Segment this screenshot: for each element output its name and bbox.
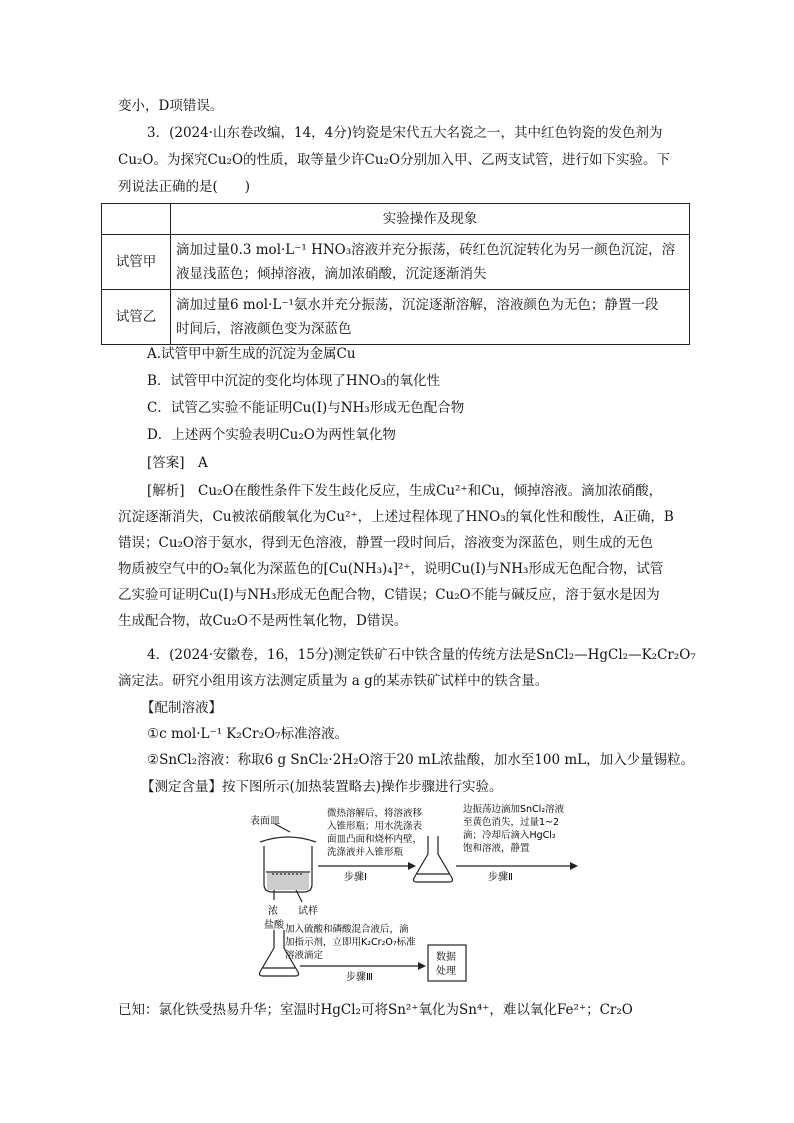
section-heading: 【测定含量】按下图所示(加热装置略去)操作步骤进行实验。: [141, 779, 503, 795]
table-row: [102, 235, 690, 290]
table-cell-line: 滴加过量0.3 mol·L⁻¹ HNO₃溶液并充分振荡，砖红色沉淀转化为另一颜色沉淀，溶: [176, 242, 676, 258]
solution-item: ②SnCl₂溶液：称取6 g SnCl₂·2H₂O溶于20 mL浓盐酸，加水至100 mL，加入少量锡粒。: [147, 752, 695, 768]
step1-text: 微热溶解后，将溶液移: [327, 808, 423, 819]
step3-text: 加指示剂，立即用K₂Cr₂O₇标准: [285, 937, 416, 948]
table-cell-line: 滴加过量6 mol·L⁻¹氨水并充分振荡，沉淀逐渐溶解，溶液颜色为无色；静置一段: [176, 297, 659, 313]
table-cell: [171, 290, 690, 345]
analysis-line: [解析] Cu₂O在酸性条件下发生歧化反应，生成Cu²⁺和Cu，倾掉溶液。滴加浓硝酸，: [147, 483, 663, 499]
box-text: 处理: [436, 966, 456, 977]
step2-text: 至黄色消失，过量1~2: [463, 817, 560, 828]
answer-line: [147, 453, 717, 473]
step3-text: 溶液滴定: [285, 950, 324, 961]
beaker-icon: [260, 824, 316, 902]
analysis-line: 沉淀逐渐消失，Cu被浓硝酸氧化为Cu²⁺，上述过程体现了HNO₃的氧化性和酸性，A正确，B: [118, 509, 674, 525]
option-b: B．试管甲中沉淀的变化均体现了HNO₃的氧化性: [147, 373, 440, 389]
experiment-table: [101, 203, 690, 345]
step3-text: 加入硫酸和磷酸混合液后，滴: [285, 924, 409, 935]
answer-label: [答案]: [147, 455, 185, 471]
question-3-stem: 3．(2024·山东卷改编，14，4分)钧瓷是宋代五大名瓷之一，其中红色钧瓷的发色剂为: [147, 125, 663, 141]
question-3-stem-cont: 列说法正确的是( ): [118, 179, 251, 195]
option-c: C．试管乙实验不能证明Cu(Ⅰ)与NH₃形成无色配合物: [147, 400, 465, 416]
sample-label: 试样: [298, 906, 318, 917]
acid-label: 盐酸: [264, 920, 284, 931]
acid-label: 浓: [268, 906, 278, 917]
arrow-head-icon: [408, 862, 416, 870]
step1-text: 入锥形瓶；用水洗涤表: [327, 821, 423, 832]
analysis-line: 错误；Cu₂O溶于氨水，得到无色溶液，静置一段时间后，溶液变为深蓝色，则生成的无色: [118, 535, 654, 551]
step1-text: 面皿凸面和烧杯内壁，: [327, 834, 423, 845]
step2-text: 滴；冷却后滴入HgCl₂: [463, 830, 556, 841]
answer-value: A: [198, 455, 208, 471]
table-row-label: 试管甲: [102, 235, 171, 290]
text-line: 变小，D项错误。: [118, 98, 224, 114]
table-header-row: [102, 204, 690, 235]
arrow-head-icon: [570, 862, 578, 870]
table-cell-line: 时间后，溶液颜色变为深蓝色: [176, 321, 352, 337]
step1-text: 洗涤液并入锥形瓶: [327, 847, 404, 858]
box-text: 数据: [436, 952, 456, 963]
analysis-line: 乙实验可证明Cu(Ⅰ)与NH₃形成无色配合物，C错误；Cu₂O不能与碱反应，溶于氨水是因为: [118, 587, 660, 603]
analysis-line: 生成配合物，故Cu₂O不是两性氧化物，D错误。: [118, 613, 408, 629]
arrow-head-icon: [418, 962, 426, 970]
option-a: A.试管甲中新生成的沉淀为金属Cu: [147, 346, 356, 362]
known-conditions-line: 已知：氯化铁受热易升华；室温时HgCl₂可将Sn²⁺氧化为Sn⁴⁺，难以氧化Fe²⁺；Cr₂O: [118, 1002, 633, 1018]
table-header-cell: 实验操作及现象: [171, 204, 690, 235]
table-cell-line: 液显浅蓝色；倾掉溶液，滴加浓硝酸，沉淀逐渐消失: [176, 266, 487, 282]
table-corner-cell: [102, 204, 171, 235]
question-4-stem-cont: 滴定法。研究小组用该方法测定质量为 a g的某赤铁矿试样中的铁含量。: [118, 673, 549, 689]
question-4-stem: 4．(2024·安徽卷，16，15分)测定铁矿石中铁含量的传统方法是SnCl₂—HgCl₂—K₂Cr₂O₇: [147, 647, 696, 663]
step2-label: 步骤Ⅱ: [488, 872, 513, 883]
table-row-label: 试管乙: [102, 290, 171, 345]
table-row: [102, 290, 690, 345]
procedure-diagram: [250, 802, 700, 992]
option-d: D．上述两个实验表明Cu₂O为两性氧化物: [147, 427, 396, 443]
table-cell: [171, 235, 690, 290]
watch-glass-label: 表面皿: [250, 816, 280, 827]
analysis-line: 物质被空气中的O₂氧化为深蓝色的[Cu(NH₃)₄]²⁺，说明Cu(Ⅰ)与NH₃形成无色配合物，试管: [118, 561, 664, 577]
section-heading: 【配制溶液】: [141, 700, 222, 716]
solution-item: ①c mol·L⁻¹ K₂Cr₂O₇标准溶液。: [147, 726, 348, 742]
question-3-stem-cont: Cu₂O。为探究Cu₂O的性质，取等量少许Cu₂O分别加入甲、乙两支试管，进行如下实验。下: [118, 152, 671, 168]
step2-text: 边振荡边滴加SnCl₂溶液: [463, 804, 565, 815]
step3-label: 步骤Ⅲ: [346, 972, 373, 983]
step1-label: 步骤Ⅰ: [344, 872, 367, 883]
step2-text: 饱和溶液，静置: [463, 843, 530, 854]
